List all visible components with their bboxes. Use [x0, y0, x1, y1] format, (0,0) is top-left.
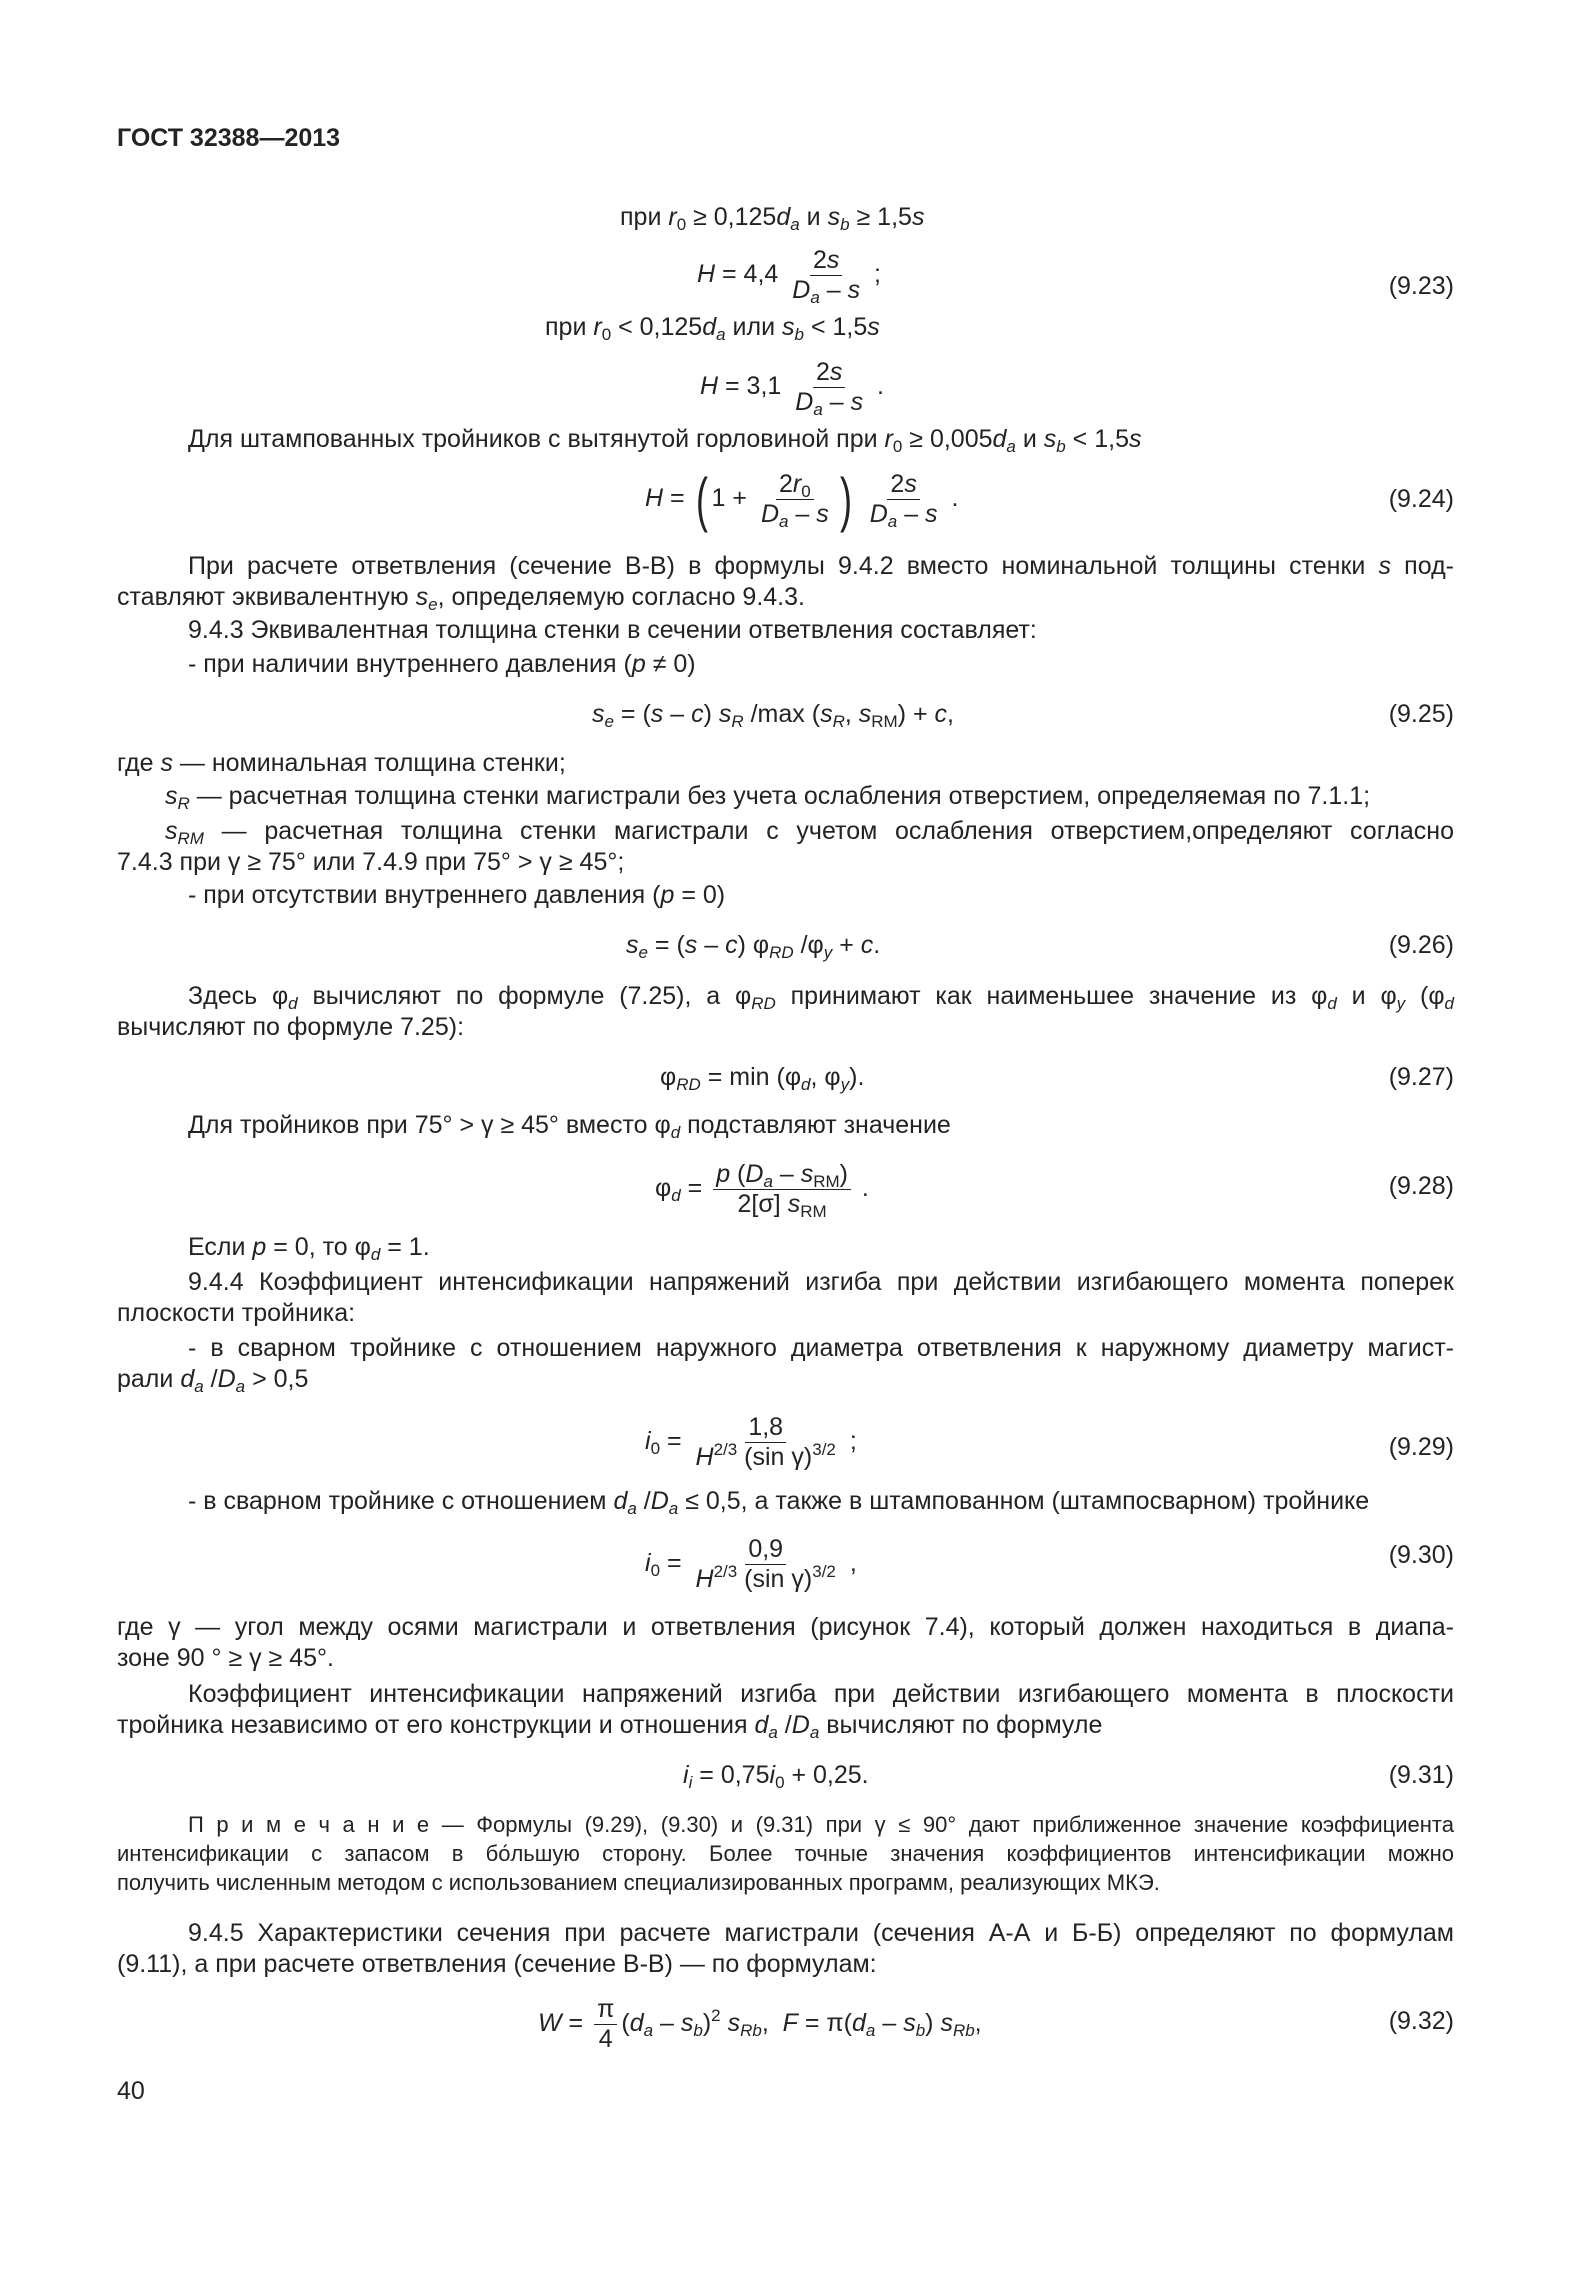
section-9-4-5: 9.4.5 Характеристики сечения при расчете магистрали (сечения А-А и Б-Б) определяют по формулам [188, 1919, 1454, 1947]
if-p-zero: Если p = 0, то $\varphi_d = 1$. [188, 1233, 430, 1265]
section-9-4-5-cont: (9.11), а при расчете ответвления (сечение В-В) — по формулам: [117, 1950, 877, 1978]
formula-9-28: $\varphi_d$ = $\frac{p (D_a - s_{RM})}{2[\sigma] s_{RM}}$ . [655, 1160, 869, 1222]
paragraph-tees-75: Для тройников при 75° > γ ≥ 45° вместо $\varphi_d$ подставляют значение [188, 1111, 951, 1143]
note-line-3: получить численным методом с использованием специализированных программ, реализующих МКЭ. [117, 1870, 1160, 1895]
equation-number-9-28: (9.28) [1388, 1172, 1454, 1200]
note-line-1: П р и м е ч а н и е — Формулы (9.29), (9.30) и (9.31) при γ ≤ 90° дают приближенное значение коэффициента [188, 1812, 1454, 1837]
formula-9-23-b: H = 3,1 $\frac{2s}{D_a - s}$ . [700, 358, 884, 420]
formula-9-29: $i_0$ = $\frac{1,8}{H^{2/3} (\sin \gamma)^{3/2}}$ ; [645, 1413, 857, 1471]
condition-line-1: при $r_0 \ge 0,125d_a$ и $s_b \ge 1,5s$ [620, 203, 925, 235]
formula-9-32: W = $\frac{\pi}{4}$ $(d_a - s_b)^2$ $s_{Rb}$, $F = \pi(d_a - s_b)$ $s_{Rb}$, [538, 1995, 982, 2053]
formula-9-27: $\varphi_{RD} = \min (\varphi_d$, $\varphi_y$). [660, 1063, 865, 1095]
equation-number-9-23: (9.23) [1388, 272, 1454, 300]
paragraph-stamped-tees: Для штампованных тройников с вытянутой горловиной при $r_0 \ge 0,005d_a$ и $s_b < 1,5s$ [188, 425, 1142, 457]
no-pressure-item: - при отсутствии внутреннего давления (p = 0) [188, 881, 726, 909]
section-9-4-4: 9.4.4 Коэффициент интенсификации напряжений изгиба при действии изгибающего момента поперек [188, 1268, 1454, 1296]
formula-9-26: $s_e = (s - c)$ $\varphi_{RD}$ $/\varphi_y + c$. [626, 931, 881, 963]
paragraph-inplane-cont: тройника независимо от его конструкции и отношения $d_a$ $/D_a$ вычисляют по формуле [117, 1711, 1103, 1743]
definition-s: где s — номинальная толщина стенки; [117, 749, 566, 777]
equation-number-9-32: (9.32) [1388, 2007, 1454, 2035]
gamma-definition: где γ — угол между осями магистрали и ответвления (рисунок 7.4), который должен находиться в диапа- [117, 1613, 1454, 1641]
page-number: 40 [117, 2077, 145, 2105]
paragraph-phi-line2: вычисляют по формуле 7.25): [117, 1013, 465, 1041]
equation-number-9-24: (9.24) [1388, 485, 1454, 513]
condition-line-2: при $r_0 < 0,125d_a$ или $s_b < 1,5s$ [545, 313, 880, 345]
definition-sRM: $s_{RM}$ — расчетная толщина стенки магистрали с учетом ослабления отверстием,определяют согласно [165, 817, 1454, 849]
formula-9-31: $i_i = 0,75i_0 + 0,25$. [683, 1761, 869, 1793]
welded-tee-item-1-cont: рали $d_a$ $/D_a > 0,5$ [117, 1365, 309, 1397]
paragraph-phi-line1: Здесь $\varphi_d$ вычисляют по формуле (7.25), а $\varphi_{RD}$ принимают как наименьшее значение из $\varphi_d$ и $\varphi_y$ ($\varphi_d$ [188, 982, 1455, 1014]
formula-9-30: $i_0$ = $\frac{0,9}{H^{2/3} (\sin \gamma)^{3/2}}$ , [645, 1535, 857, 1593]
formula-9-25: $s_e = (s - c)$ $s_R$ /max ($s_R$, $s_{RM}) + c$, [592, 700, 954, 732]
paragraph-branch-calc-line1: При расчете ответвления (сечение В-В) в формулы 9.4.2 вместо номинальной толщины стенки s под- [188, 552, 1454, 580]
welded-tee-item-1: - в сварном тройнике с отношением наружного диаметра ответвления к наружному диаметру магист- [188, 1334, 1454, 1362]
document-header: ГОСТ 32388—2013 [117, 124, 341, 152]
section-9-4-4-cont: плоскости тройника: [117, 1299, 356, 1327]
internal-pressure-item: - при наличии внутреннего давления (p ≠ 0) [188, 650, 696, 678]
formula-9-24: H = ( 1 + $\frac{2r_0}{D_a - s}$ ) $\frac{2s}{D_a - s}$ . [645, 465, 959, 533]
note-line-2: интенсификации с запасом в бо́льшую сторону. Более точные значения коэффициентов интенсификации можно [117, 1841, 1454, 1866]
section-9-4-3: 9.4.3 Эквивалентная толщина стенки в сечении ответвления составляет: [188, 616, 1037, 644]
equation-number-9-30: (9.30) [1388, 1541, 1454, 1569]
equation-number-9-31: (9.31) [1388, 1761, 1454, 1789]
welded-tee-item-2: - в сварном тройнике с отношением $d_a$ $/D_a \le 0,5$, а также в штампованном (штампосварном) тройнике [188, 1487, 1370, 1519]
definition-sRM-cont: 7.4.3 при γ ≥ 75° или 7.4.9 при 75° > γ ≥ 45°; [117, 848, 625, 876]
paragraph-inplane: Коэффициент интенсификации напряжений изгиба при действии изгибающего момента в плоскости [188, 1680, 1454, 1708]
equation-number-9-27: (9.27) [1388, 1063, 1454, 1091]
equation-number-9-29: (9.29) [1388, 1433, 1454, 1461]
gamma-definition-cont: зоне 90 ° ≥ γ ≥ 45°. [117, 1644, 334, 1672]
definition-sR: $s_R$ — расчетная толщина стенки магистрали без учета ослабления отверстием, определяемая по 7.1.1; [165, 782, 1371, 814]
formula-9-23-a: H = 4,4 $\frac{2s}{D_a - s}$ ; [697, 246, 881, 308]
equation-number-9-26: (9.26) [1388, 931, 1454, 959]
equation-number-9-25: (9.25) [1388, 700, 1454, 728]
paragraph-branch-calc-line2: ставляют эквивалентную $s_e$, определяемую согласно 9.4.3. [117, 583, 805, 615]
